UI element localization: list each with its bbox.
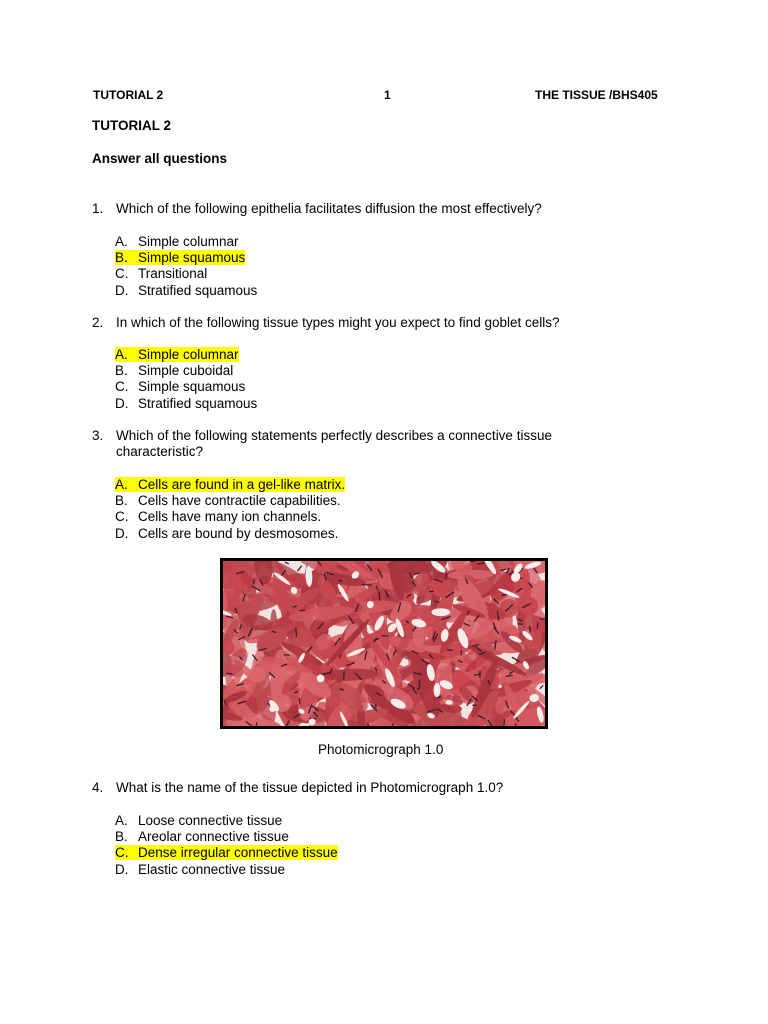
option-letter: A. [115,234,128,249]
option-a [115,234,257,250]
option-text: Stratified squamous [138,282,258,298]
question-4-options [115,813,338,878]
option-d [115,283,257,299]
option-text: Cells have contractile capabilities. [138,493,341,509]
option-letter: C. [115,509,129,525]
option-letter: C. [115,266,129,282]
option-letter: D. [115,861,129,877]
option-text: Simple columnar [138,234,239,249]
question-text: What is the name of the tissue depicted in Photomicrograph 1.0? [116,780,504,795]
option-text: Simple columnar [138,347,239,362]
option-b [115,250,257,266]
option-letter: B. [115,829,128,845]
option-text: Loose connective tissue [138,813,283,828]
option-d [115,526,345,542]
option-a [115,813,338,829]
question-number: 3. [92,428,104,443]
option-c [115,845,338,861]
option-text: Cells have many ion channels. [138,509,322,525]
option-text: Simple squamous [138,250,246,266]
photomicrograph-image [220,558,548,729]
option-letter: C. [115,379,129,395]
option-text: Stratified squamous [138,395,258,411]
option-text: Elastic connective tissue [138,861,286,877]
question-3 [92,428,592,460]
option-c [115,266,257,282]
option-letter: C. [115,845,129,861]
page-title: TUTORIAL 2 [92,118,172,133]
option-a [115,477,345,493]
option-text: Dense irregular connective tissue [138,845,338,861]
header-page-number: 1 [384,88,391,102]
option-text: Simple cuboidal [138,363,234,379]
option-letter: D. [115,395,129,411]
question-number: 1. [92,201,104,216]
option-text: Areolar connective tissue [138,829,289,845]
question-text: Which of the following statements perfectly describes a connective tissue characteristic? [116,428,552,459]
question-number: 2. [92,315,104,330]
question-number: 4. [92,780,104,795]
question-1-options [115,234,257,299]
option-letter: B. [115,493,128,509]
option-text: Simple squamous [138,379,246,395]
option-letter: B. [115,363,128,379]
question-3-options [115,477,345,542]
figure-caption: Photomicrograph 1.0 [318,742,444,757]
option-letter: A. [115,347,128,362]
option-b [115,493,345,509]
option-b [115,829,338,845]
option-text: Transitional [138,266,208,282]
option-c [115,379,257,395]
option-d [115,396,257,412]
option-letter: A. [115,477,128,492]
question-text: In which of the following tissue types might you expect to find goblet cells? [116,315,560,330]
question-1 [92,201,612,217]
option-b [115,363,257,379]
option-letter: D. [115,282,129,298]
question-2-options [115,347,257,412]
instruction-text: Answer all questions [92,151,228,166]
option-text: Cells are bound by desmosomes. [138,525,339,541]
header-right: THE TISSUE /BHS405 [535,88,658,102]
question-4 [92,780,612,796]
option-letter: A. [115,813,128,828]
header-left: TUTORIAL 2 [93,88,164,102]
question-2 [92,315,612,331]
option-d [115,862,338,878]
option-c [115,509,345,525]
option-text: Cells are found in a gel-like matrix. [138,477,346,492]
question-text: Which of the following epithelia facilitates diffusion the most effectively? [116,201,542,216]
option-letter: B. [115,250,128,266]
option-a [115,347,257,363]
option-letter: D. [115,525,129,541]
